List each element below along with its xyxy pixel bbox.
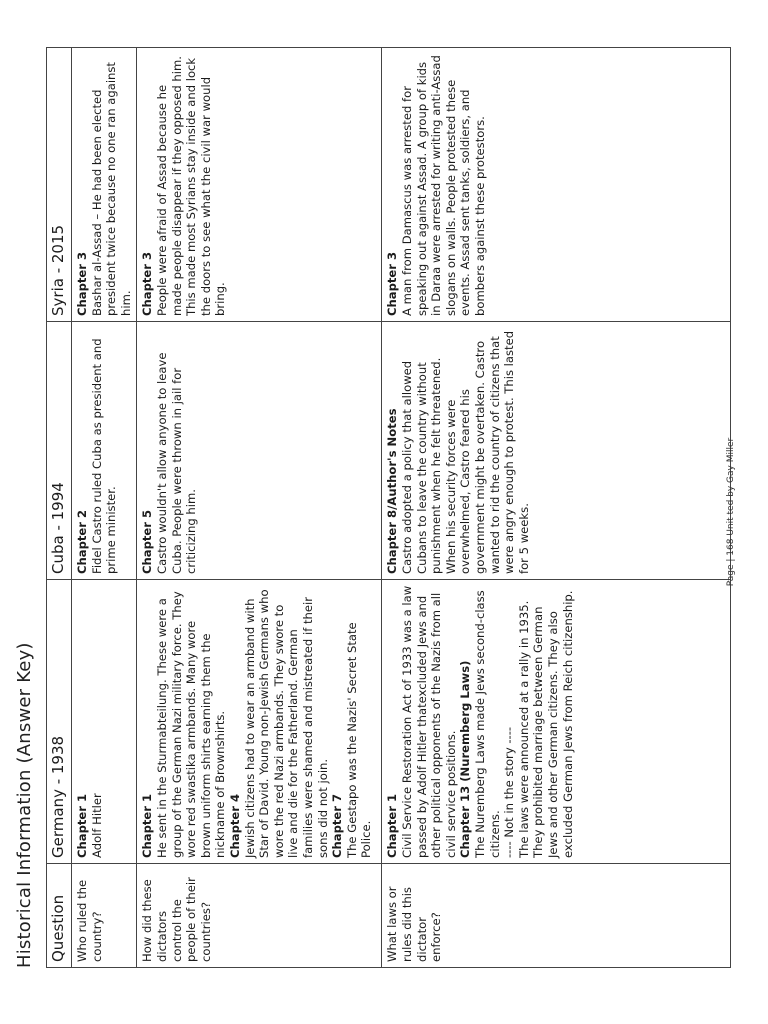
header-question: Question	[47, 864, 72, 968]
table-row	[72, 48, 137, 968]
cell-text: The laws were announced at a rally in 1935. They prohibited marriage between German Jews and other German citizens. They also excluded German Jews from Reich citizenship.	[516, 590, 575, 858]
cell-text: Jewish citizens had to wear an armband with Star of David. Young non-Jewish Germans who wore the red Nazi armbands. They swore to live and die for the Fatherland. German families were shamed and mistreated if their sons did not join.	[242, 589, 330, 858]
cell-text: Fidel Castro ruled Cuba as president and prime minister.	[89, 338, 119, 574]
cell-text: Castro adopted a policy that allowed Cubans to leave the country without punishment when he felt threatened. When his security forces were overwhelmed, Castro feared his government might be overtaken. Castro wanted to rid the country of citizens that were angry enough to protest. This lasted for 5 weeks.	[399, 330, 531, 574]
cell-text: He sent in the Sturmabteilung. These were a group of the German Nazi military force. They wore red swastika armbands. Many wore brown uniform shirts earning them the nickname of Brownshirts.	[154, 591, 228, 858]
chapter-heading: Chapter 4	[227, 793, 242, 858]
answer-key-table	[46, 47, 731, 968]
cell-text: Castro wouldn't allow anyone to leave Cuba. People were thrown in jail for criticizing him.	[154, 352, 199, 574]
chapter-heading: Chapter 5	[140, 509, 155, 574]
cuba-cell	[382, 322, 731, 580]
chapter-heading: Chapter 13 (Nuremberg Laws)	[458, 660, 473, 858]
cell-text: The Gestapo was the Nazis' Secret State Police.	[344, 622, 374, 858]
cuba-cell	[72, 322, 137, 580]
question-cell: Who ruled the country?	[72, 864, 137, 968]
germany-cell	[72, 580, 137, 864]
cuba-cell	[137, 322, 382, 580]
question-cell: How did these dictators control the people of their countries?	[137, 864, 382, 968]
question-cell: What laws or rules did this dictator enforce?	[382, 864, 731, 968]
cell-text: Civil Service Restoration Act of 1933 was a law passed by Adolf Hitler thatexcluded Jews and other political opponents of the Nazis from all civil service positions.	[399, 585, 458, 858]
header-germany: Germany - 1938	[47, 580, 72, 864]
chapter-heading: Chapter 1	[140, 793, 155, 858]
cell-text: People were afraid of Assad because he made people disappear if they opposed him. This made most Syrians stay inside and lock the doors to see what the civil war would bring.	[154, 56, 228, 316]
syria-cell	[72, 48, 137, 322]
syria-cell	[137, 48, 382, 322]
cell-text: Bashar al-Assad – He had been elected president twice because no one ran against him.	[89, 62, 133, 316]
page-title: Historical Information (Answer Key)	[14, 642, 35, 968]
chapter-heading: Chapter 3	[140, 251, 155, 316]
table-body	[72, 48, 731, 968]
page-footer: Page | 168 Unit ted by Gay Miller	[726, 437, 736, 587]
syria-cell	[382, 48, 731, 322]
cell-text: ---- Not in the story ----	[502, 726, 517, 858]
chapter-heading: Chapter 1	[75, 793, 89, 858]
header-row	[47, 48, 72, 968]
cell-text: The Nuremberg Laws made Jews second-class citizens.	[472, 590, 502, 858]
header-syria: Syria - 2015	[47, 48, 72, 322]
cell-text: Adolf Hitler	[89, 793, 104, 858]
chapter-heading: Chapter 7	[330, 793, 345, 858]
header-cuba: Cuba - 1994	[47, 322, 72, 580]
germany-cell	[382, 580, 731, 864]
table-row	[382, 48, 731, 968]
chapter-heading: Chapter 1	[385, 793, 400, 858]
chapter-heading: Chapter 3	[75, 251, 89, 316]
chapter-heading: Chapter 2	[75, 509, 89, 574]
cell-text: A man from Damascus was arrested for speaking out against Assad. A group of kids in Daraa were arrested for writing anti-Assad slogans on walls. People protested these events. Assad sent tanks, soldiers, and bombers against these protestors.	[399, 55, 487, 316]
germany-cell	[137, 580, 382, 864]
table-row	[137, 48, 382, 968]
chapter-heading: Chapter 8/Author's Notes	[385, 408, 400, 574]
chapter-heading: Chapter 3	[385, 251, 400, 316]
